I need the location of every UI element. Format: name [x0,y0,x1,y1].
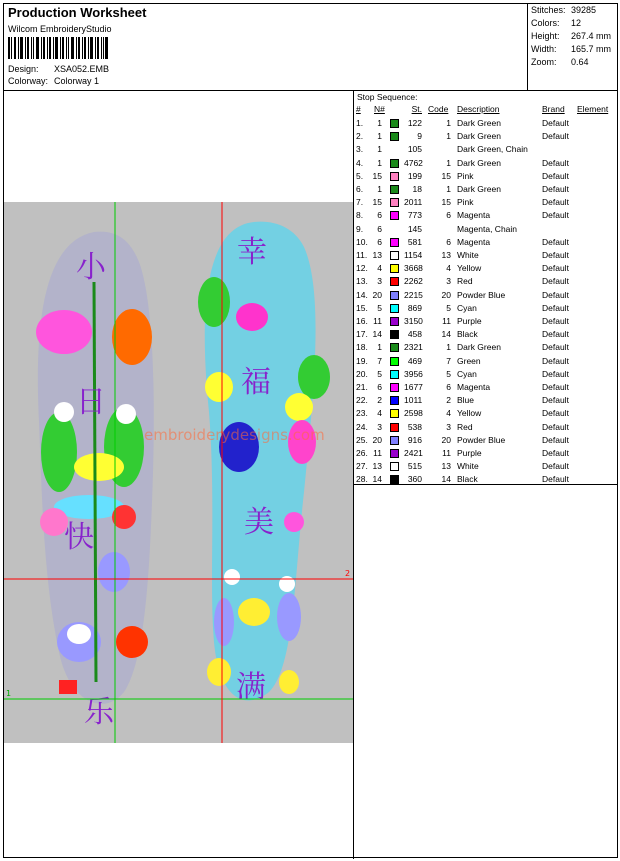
row-needle: 20 [372,434,382,445]
row-needle: 15 [372,197,382,208]
row-needle: 14 [372,474,382,485]
stat-colors: Colors: 12 [531,18,582,28]
row-description: Dark Green [457,342,501,353]
row-needle: 1 [377,342,382,353]
row-description: Magenta [457,210,491,221]
color-swatch [390,238,399,247]
row-brand: Default [542,276,569,287]
table-row [354,237,617,250]
row-code: 20 [441,434,451,445]
row-code: 14 [441,329,451,340]
row-brand: Default [542,197,569,208]
row-description: Pink [457,197,474,208]
stop-sequence-title: Stop Sequence: [357,92,418,102]
embroidery-artwork [4,202,353,743]
color-swatch [390,211,399,220]
row-brand: Default [542,302,569,313]
barcode [8,37,108,59]
row-number: 25. [356,434,368,445]
table-row [354,395,617,408]
row-needle: 6 [377,223,382,234]
table-row [354,422,617,435]
row-code: 13 [441,250,451,260]
row-number: 28. [356,474,368,485]
row-description: Purple [457,316,482,326]
row-description: Magenta [457,236,491,247]
color-swatch [390,251,399,260]
row-brand: Default [542,421,569,432]
row-description: Yellow [457,408,482,419]
header [4,4,617,91]
guide-marker-1: 1 [6,689,12,698]
row-needle: 20 [372,289,382,300]
watermark: embroiderydesigns.com [144,426,325,444]
left-char-3: 快 [64,520,94,555]
row-code: 6 [446,236,451,247]
row-description: Purple [457,448,482,458]
color-swatch [390,462,399,471]
color-swatch [390,264,399,273]
row-code: 1 [446,157,451,168]
row-code: 1 [446,342,451,353]
row-description: Dark Green [457,118,501,128]
worksheet [3,3,618,858]
left-char-2: 日 [76,385,106,420]
table-row [354,184,617,197]
table-row [354,290,617,303]
col-needle: N# [374,104,385,114]
table-row [354,435,617,448]
row-stitches: 538 [407,421,422,432]
row-number: 16. [356,316,368,326]
row-needle: 14 [372,329,382,340]
row-stitches: 773 [407,210,422,221]
row-brand: Default [542,131,569,142]
row-description: Black [457,474,478,485]
right-char-3: 美 [244,505,274,540]
row-code: 1 [446,131,451,142]
software-name: Wilcom EmbroideryStudio [8,24,112,34]
row-stitches: 105 [407,144,422,155]
row-description: Dark Green [457,131,501,142]
row-stitches: 18 [412,184,422,194]
table-row [354,197,617,210]
row-stitches: 2011 [404,197,423,208]
row-stitches: 2421 [404,448,423,458]
table-row [354,210,617,223]
color-swatch [390,291,399,300]
color-swatch [390,159,399,168]
color-swatch [390,198,399,207]
row-stitches: 1154 [404,250,423,260]
color-swatch [390,357,399,366]
right-char-4: 满 [236,670,266,705]
row-description: Yellow [457,263,482,274]
row-description: Pink [457,170,474,181]
design-stats [527,4,618,90]
table-row [354,382,617,395]
row-needle: 5 [377,302,382,313]
row-description: Powder Blue [457,434,506,445]
row-stitches: 2262 [404,276,423,287]
row-needle: 6 [377,382,382,392]
left-insole [36,232,154,704]
col-num: # [356,104,361,114]
row-description: Magenta, Chain [457,223,518,234]
color-swatch [390,370,399,379]
row-code: 7 [446,355,451,366]
row-code: 13 [441,461,451,472]
row-number: 5. [356,170,364,181]
row-code: 4 [446,408,451,419]
row-stitches: 581 [407,236,422,247]
right-insole [198,222,330,701]
color-swatch [390,423,399,432]
row-code: 1 [446,184,451,194]
row-brand: Default [542,184,569,194]
row-code: 14 [441,474,451,485]
row-number: 3. [356,144,364,155]
row-stitches: 469 [407,355,422,366]
color-swatch [390,436,399,445]
row-brand: Default [542,448,569,458]
row-description: Dark Green [457,184,501,194]
row-stitches: 515 [407,461,422,472]
row-needle: 1 [377,118,382,128]
row-stitches: 4762 [404,157,423,168]
row-code: 3 [446,421,451,432]
row-needle: 2 [377,395,382,406]
color-swatch [390,172,399,181]
row-needle: 13 [372,461,382,472]
row-description: Black [457,329,478,340]
row-needle: 1 [377,157,382,168]
row-stitches: 9 [417,131,422,142]
row-brand: Default [542,329,569,340]
row-number: 26. [356,448,368,458]
row-needle: 4 [377,263,382,274]
row-stitches: 3956 [404,368,423,379]
table-row [354,342,617,355]
row-number: 13. [356,276,368,287]
row-number: 23. [356,408,368,419]
table-row [354,329,617,342]
row-stitches: 1677 [404,382,423,392]
row-brand: Default [542,118,569,128]
row-brand: Default [542,355,569,366]
color-swatch [390,119,399,128]
stat-stitches: Stitches: 39285 [531,5,597,15]
color-swatch [390,343,399,352]
row-number: 4. [356,157,364,168]
row-code: 4 [446,263,451,274]
row-stitches: 2215 [404,289,423,300]
row-code: 3 [446,276,451,287]
table-row [354,250,617,263]
guide-marker-2: 2 [345,569,351,578]
table-row [354,131,617,144]
row-number: 1. [356,118,364,128]
color-swatch [390,409,399,418]
row-brand: Default [542,263,569,274]
row-description: Cyan [457,368,477,379]
colorway-value: Colorway 1 [54,76,100,86]
row-description: Dark Green, Chain [457,144,528,155]
row-stitches: 360 [407,474,422,485]
row-code: 1 [446,118,451,128]
row-number: 2. [356,131,364,142]
row-code: 15 [441,197,451,208]
row-code: 2 [446,395,451,406]
row-brand: Default [542,395,569,406]
row-needle: 13 [372,250,382,260]
row-code: 5 [446,302,451,313]
table-row [354,316,617,329]
stat-height: Height: 267.4 mm [531,31,612,41]
table-row [354,144,617,157]
row-number: 18. [356,342,368,353]
color-swatch [390,330,399,339]
row-description: Red [457,421,473,432]
table-row [354,448,617,461]
row-stitches: 199 [407,170,422,181]
row-needle: 1 [377,184,382,194]
row-code: 6 [446,210,451,221]
table-row [354,303,617,316]
row-needle: 6 [377,210,382,221]
col-element: Element [577,104,609,114]
table-row [354,461,617,474]
row-stitches: 145 [407,223,422,234]
row-needle: 3 [377,421,382,432]
row-number: 11. [356,250,368,260]
row-needle: 11 [373,448,382,458]
color-swatch [390,304,399,313]
row-stitches: 869 [407,302,422,313]
stat-width: Width: 165.7 mm [531,44,612,54]
row-code: 6 [446,382,451,392]
color-swatch [390,317,399,326]
left-char-1: 小 [76,250,106,285]
table-row [354,224,617,237]
row-description: Cyan [457,302,477,313]
color-swatch [390,277,399,286]
row-brand: Default [542,474,569,485]
row-brand: Default [542,236,569,247]
table-row [354,408,617,421]
design-preview [4,202,353,743]
row-stitches: 122 [407,118,422,128]
stat-zoom: Zoom: 0.64 [531,57,589,67]
row-needle: 7 [377,355,382,366]
table-row [354,158,617,171]
row-brand: Default [542,157,569,168]
row-stitches: 3150 [404,316,423,326]
color-swatch [390,475,399,484]
row-needle: 15 [372,170,382,181]
row-needle: 3 [377,276,382,287]
row-brand: Default [542,368,569,379]
col-code: Code [428,104,449,114]
table-row [354,276,617,289]
row-needle: 6 [377,236,382,247]
row-number: 14. [356,289,368,300]
row-number: 19. [356,355,368,366]
row-stitches: 916 [407,434,422,445]
row-number: 6. [356,184,364,194]
row-description: White [457,461,479,472]
row-brand: Default [542,434,569,445]
row-stitches: 3668 [404,263,423,274]
row-description: Powder Blue [457,289,506,300]
row-needle: 1 [377,144,382,155]
row-needle: 11 [373,316,382,326]
row-stitches: 458 [407,329,422,340]
row-stitches: 1011 [404,395,423,406]
row-brand: Default [542,316,569,326]
color-swatch [390,132,399,141]
color-swatch [390,185,399,194]
row-number: 12. [356,263,368,274]
row-description: White [457,250,479,260]
right-char-1: 幸 [237,235,267,270]
row-number: 8. [356,210,364,221]
color-swatch [390,449,399,458]
row-number: 17. [356,329,368,340]
col-description: Description [457,104,500,114]
row-brand: Default [542,461,569,472]
row-number: 24. [356,421,368,432]
row-number: 20. [356,368,368,379]
table-row [354,118,617,131]
row-number: 10. [356,236,368,247]
row-number: 7. [356,197,364,208]
row-code: 15 [441,170,451,181]
row-description: Magenta [457,382,491,392]
right-char-2: 福 [241,365,271,400]
row-stitches: 2598 [404,408,423,419]
design-label: Design: [8,64,39,74]
row-number: 22. [356,395,368,406]
row-brand: Default [542,250,569,260]
row-number: 9. [356,223,364,234]
row-needle: 5 [377,368,382,379]
page-title: Production Worksheet [8,5,147,20]
table-row [354,356,617,369]
row-code: 5 [446,368,451,379]
row-code: 11 [442,316,451,326]
left-char-4: 乐 [84,695,114,730]
row-brand: Default [542,408,569,419]
row-brand: Default [542,342,569,353]
row-number: 15. [356,302,368,313]
table-row [354,171,617,184]
colorway-label: Colorway: [8,76,49,86]
row-brand: Default [542,382,569,392]
row-description: Red [457,276,473,287]
row-needle: 1 [377,131,382,142]
table-row [354,474,617,487]
row-description: Dark Green [457,157,501,168]
row-description: Green [457,355,481,366]
color-swatch [390,396,399,405]
stop-sequence-header [354,104,617,115]
color-swatch [390,383,399,392]
row-needle: 4 [377,408,382,419]
row-stitches: 2321 [404,342,423,353]
table-row [354,263,617,276]
row-brand: Default [542,289,569,300]
row-description: Blue [457,395,475,406]
col-brand: Brand [542,104,565,114]
row-brand: Default [542,170,569,181]
table-row [354,369,617,382]
stop-sequence [354,90,617,485]
row-code: 20 [441,289,451,300]
row-brand: Default [542,210,569,221]
col-stitches: St. [411,104,422,114]
design-value: XSA052.EMB [54,64,110,74]
row-code: 11 [442,448,451,458]
row-number: 21. [356,382,368,392]
row-number: 27. [356,461,368,472]
